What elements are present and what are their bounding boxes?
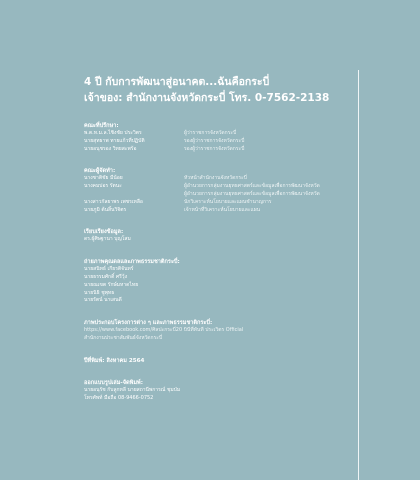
photographer-name: นายรัตน์ นาเสนดี [84, 297, 122, 304]
team-row [84, 183, 354, 191]
designer-name: นายอนุรัช กับลูกหลี นายสถานีพการณ์ ชุมป่ม [84, 386, 181, 393]
advisor-role: รองผู้ว่าราชการจังหวัดกระบี่ [184, 145, 245, 152]
team-role: ผู้อำนวยการกลุ่มงานยุทธศาสตร์และข้อมูลเพื่อการพัฒนาจังหวัด [184, 183, 320, 190]
photo-credit-url: https://www.facebook.com/ศิลปะกระบี่20 บินีที่ทันที ประเวิตร Official [84, 327, 244, 334]
design-heading: ออกแบบรูปเล่ม-จัดพิมพ์: [84, 379, 143, 386]
team-name: นางคมบ่อร รัตนะ [84, 183, 122, 190]
advisors-section [84, 122, 354, 153]
team-row [84, 191, 354, 199]
writer-section [84, 228, 354, 244]
title-line-2: เจ้าของ: สำนักงานจังหวัดกระบี่ โทร. 0-7562-2138 [84, 92, 330, 104]
photographer-name: นายนิธิ ชูพุทธ [84, 289, 115, 296]
advisor-row [84, 130, 354, 138]
photo-credit-section [84, 319, 354, 343]
team-role: ผู้อำนวยการกลุ่มงานยุทธศาสตร์และข้อมูลเพื่อการพัฒนาจังหวัด [184, 190, 320, 197]
team-role: หัวหน้าสำนักงานจังหวัดกระบี่ [184, 175, 247, 182]
team-name: นายภูมิ ต้นสิ้นวิจิตร [84, 206, 127, 213]
photographer-name: นายสนิทธ์ เกียรติจันทร์ [84, 266, 134, 273]
designer-phone: โทรศัพท์ มือถือ 08-9466-0752 [84, 394, 154, 401]
team-role: เจ้าหน้าที่วิเคราะห์นโยบายและแผน [184, 206, 261, 213]
vertical-divider [358, 70, 359, 480]
print-date: ปีที่พิมพ์: สิงหาคม 2564 [84, 357, 145, 364]
team-row [84, 207, 354, 215]
team-name: นางสาวกัลยาพร เพชรเหลือ [84, 198, 143, 205]
team-section [84, 167, 354, 214]
writer-heading: เรียบเรียงข้อมูล: [84, 229, 124, 236]
photo-credit-office: สำนักงานประชาสัมพันธ์จังหวัดกระบี่ [84, 334, 163, 341]
print-date-section [84, 357, 354, 365]
advisor-name: นายอนุชรอง วิทยสะพร้อ [84, 145, 137, 152]
photographer-name: นายธรรมศักดิ์ ศรีวุ้ง [84, 273, 128, 280]
team-name: นางชาติชัย มีน้อย [84, 175, 123, 182]
credits-block [84, 74, 354, 402]
advisor-name: นายสุทธาพ ทายแก้วที่ปฏิบัติ [84, 137, 145, 144]
advisor-role: ผู้ว่าราชการจังหวัดกระบี่ [184, 130, 237, 136]
photographer-name: นายณเขต รักษ์มหาดไทย [84, 281, 139, 288]
advisors-heading: คณะที่ปรึกษา: [84, 123, 119, 129]
advisor-row [84, 146, 354, 154]
title-line-1: 4 ปี กับการพัฒนาสู่อนาคต...ฉันคือกระบี่ [84, 76, 270, 88]
team-row [84, 199, 354, 207]
team-role: นักวิเคราะห์นโยบายและแผนชำนาญการ [184, 198, 272, 205]
advisor-role: รองผู้ว่าราชการจังหวัดกระบี่ [184, 137, 245, 144]
advisor-name: พ.ต.ท.ม.ล.ไชิงชัย ประวิตร [84, 130, 142, 136]
photo-team-heading: ถ่ายภาพคุณดลและภาพธรรมชาติกระบี่: [84, 259, 180, 266]
photo-team-section [84, 258, 354, 305]
writer-name: ดร.ผู้ศิษฐานา บุญโสม [84, 236, 131, 243]
design-section [84, 379, 354, 403]
team-heading: คณะผู้จัดทำ: [84, 168, 116, 175]
photo-credit-heading: ภาพประกอบโครงการต่าง ๆ และภาพธรรมชาติกระบี่: [84, 320, 213, 327]
advisor-row [84, 138, 354, 146]
